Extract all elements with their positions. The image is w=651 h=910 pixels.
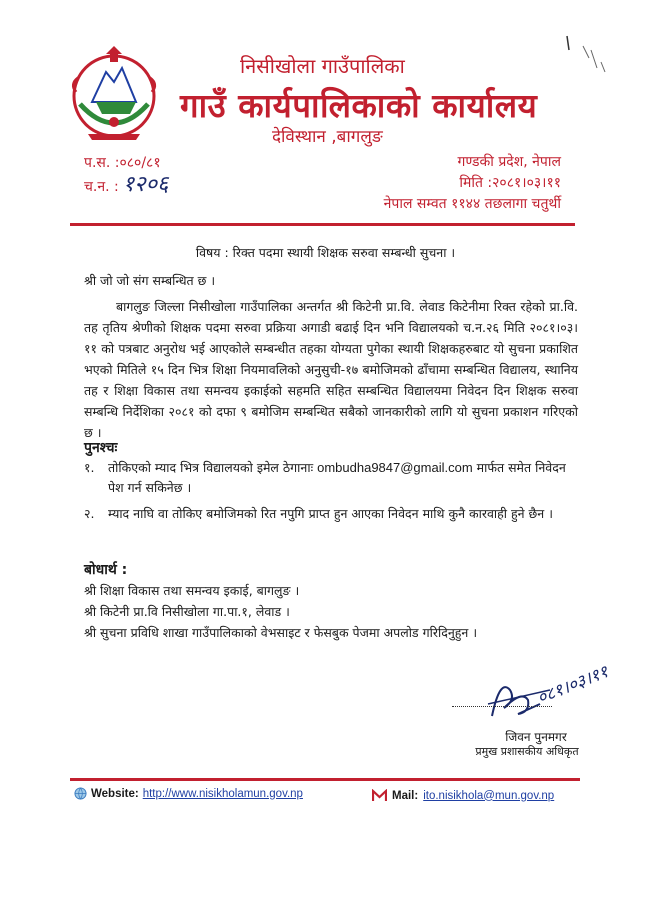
list-item: श्री शिक्षा विकास तथा समन्वय इकाई, बागलुङ । [84, 583, 300, 598]
salutation: श्री जो जो संग सम्बन्धित छ । [84, 273, 216, 288]
footer-mail [372, 789, 554, 802]
nepal-samvat-date: नेपाल सम्वत ११४४ तछलागा चतुर्थी [383, 196, 561, 212]
handwritten-signature [470, 660, 620, 730]
list-item-text [108, 458, 578, 498]
notice-paragraph: बागलुङ जिल्ला निसीखोला गाउँपालिका अन्तर्गत श्री किटेनी प्रा.वि. लेवाड किटेनीमा रिक्त रहेको प्रा.वि. तह तृतिय श्रेणीको शिक्षक पदमा सरुवा प्रक्रिया अगाडी बढाई दिन भनि विद्यालयको च.न.२६ मिति २०८१।०३।११ को पत्रबाट अनुरोध भई आएकोले सम्बन्धीत तहका योग्यता पुगेका स्थायी शिक्षकहरुबाट यो सुचना प्रकाशित भएको मितिले १५ दिन भित्र शिक्षा नियमावलिको अनुसुची-१७ बमोजिमको ढाँचामा सम्बन्धित विद्यालय, स्थानिय तह र शिक्षा विकास तथा समन्वय इकाईको सहमति सहित सम्बन्धित विद्यालयमा निवेदन दिन शिक्षक सरुवा सम्बन्धि निर्देशिका २०८१ को दफा ९ बमोजिम सम्बन्धित सबैको जानकारीको लागि यो सुचना प्रकाशन गरिएको छ । [84, 299, 578, 440]
list-item-number: २. [84, 506, 95, 521]
ref-ps-label: प.स. : [84, 155, 120, 171]
office-location: देविस्थान ,बागलुङ [272, 127, 383, 147]
punashcha-list [84, 458, 578, 530]
list-item [84, 458, 578, 498]
punashcha-heading: पुनश्चः [84, 440, 118, 456]
handwritten-mark [561, 28, 611, 78]
reference-block [84, 152, 169, 198]
list-item-text: म्याद नाघि वा तोकिए बमोजिमको रित नपुगि प्राप्त हुन आएका निवेदन माथि कुनै कारवाही हुने छैन । [108, 506, 553, 521]
footer-divider [70, 778, 580, 781]
list-item-number: १. [84, 460, 95, 475]
municipality-name: निसीखोला गाउँपालिका [240, 54, 405, 78]
list-item-text-before: तोकिएको म्याद भित्र विद्यालयको इमेल ठेगानाः [108, 460, 314, 475]
ref-cn-label: च.न. : [84, 179, 119, 195]
website-label: Website: [91, 787, 139, 800]
list-item-text-after: मार्फत समेत निवेदन पेश गर्न सकिनेछ । [108, 460, 566, 495]
list-item [84, 504, 578, 524]
school-email: ombudha9847@gmail.com [317, 460, 473, 475]
website-link[interactable]: http://www.nisikholamun.gov.np [142, 787, 303, 800]
globe-icon [74, 787, 87, 800]
ref-ps [84, 152, 169, 174]
province: गण्डकी प्रदेश, नेपाल [457, 154, 561, 170]
letter-date: मिति :२०८१।०३।११ [459, 175, 561, 191]
list-item: श्री सुचना प्रविधि शाखा गाउँपालिकाको वेभसाइट र फेसबुक पेजमा अपलोड गरिदिनुहुन । [84, 625, 478, 640]
mail-label: Mail: [392, 789, 419, 802]
ref-cn-value: १२०६ [122, 172, 169, 197]
ref-ps-value: ०८०/८१ [119, 155, 161, 171]
ref-cn [84, 174, 169, 198]
subject-line: विषय : रिक्त पदमा स्थायी शिक्षक सरुवा सम्बन्धी सुचना । [195, 245, 456, 260]
signature-date: ०८१।०३।११ [534, 662, 612, 709]
mail-icon [372, 789, 387, 802]
nepal-emblem-icon [66, 44, 162, 144]
province-block [384, 152, 561, 215]
header-divider [70, 223, 575, 226]
signature-line [452, 706, 552, 707]
footer-website [74, 787, 303, 800]
mail-link[interactable]: ito.nisikhola@mun.gov.np [423, 789, 555, 802]
bodhartha-list [84, 580, 477, 643]
office-title: गाउँ कार्यपालिकाको कार्यालय [180, 86, 538, 125]
signatory-title: प्रमुख प्रशासकीय अधिकृत [475, 745, 579, 758]
bodhartha-heading: बोधार्थ : [84, 562, 128, 578]
signatory-name: जिवन पुनमगर [505, 730, 567, 744]
list-item: श्री किटेनी प्रा.वि निसीखोला गा.पा.१, लेवाड । [84, 604, 290, 619]
